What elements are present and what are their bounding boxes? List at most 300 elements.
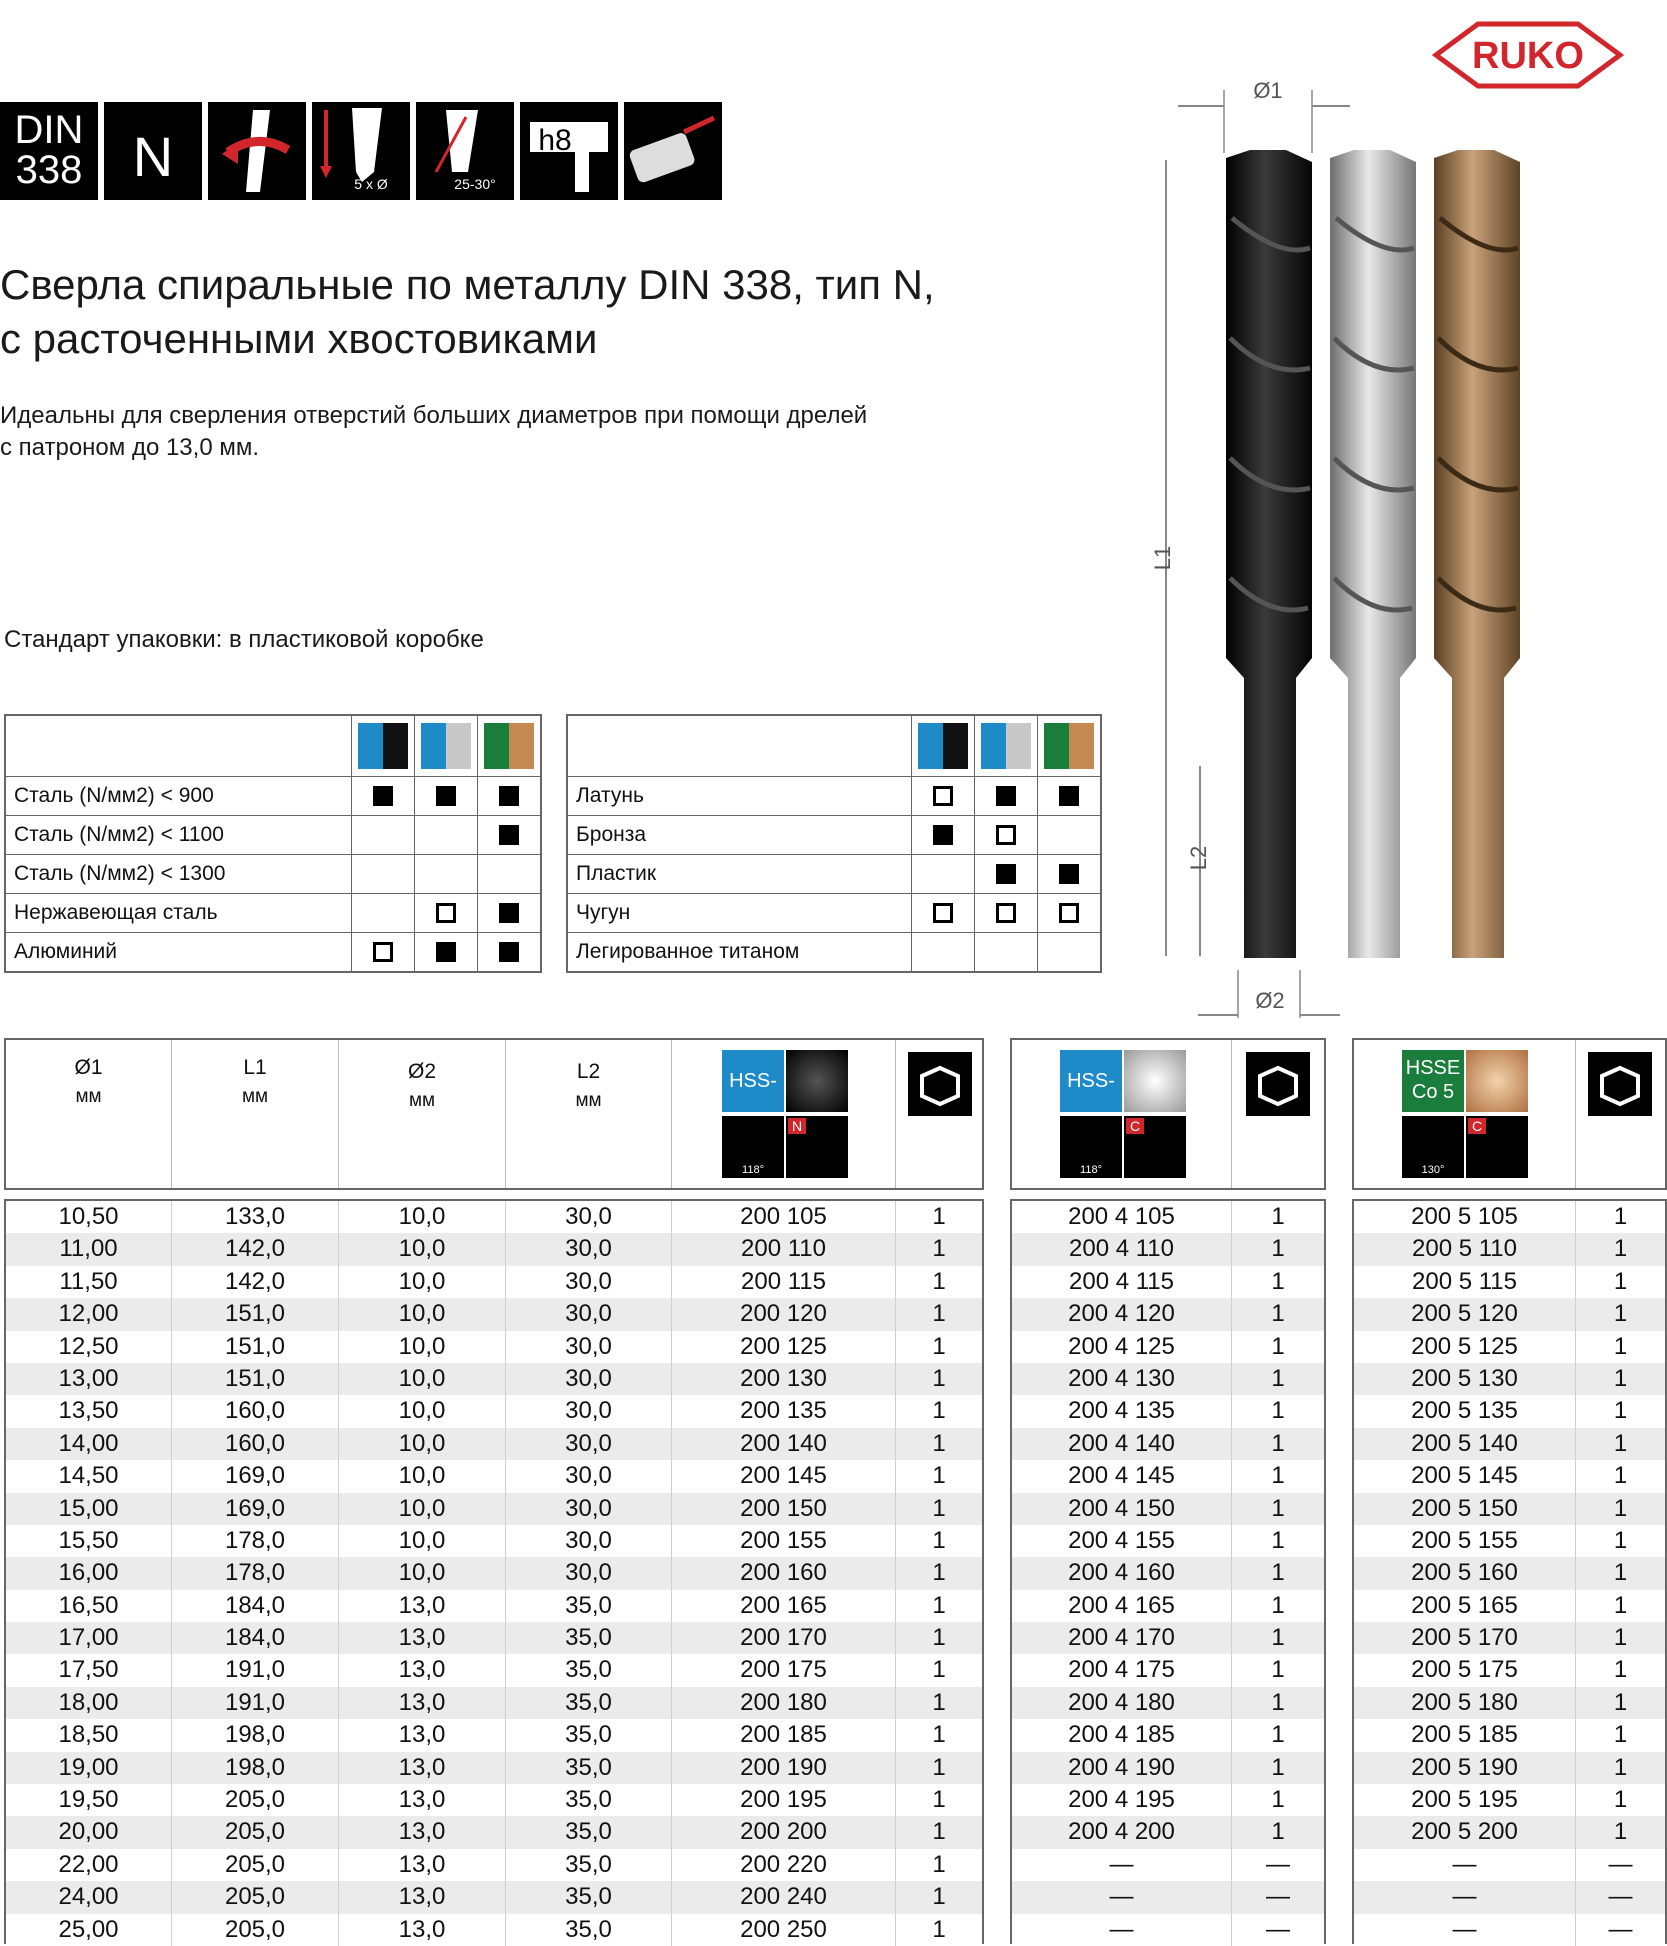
hss-r-cell: 24,00 <box>6 1881 172 1913</box>
suitable-mark <box>996 786 1016 806</box>
hss-r-cell: 1 <box>932 1332 946 1360</box>
hss-g-row <box>1012 1849 1324 1881</box>
hsse-cell: 1 <box>1613 1591 1628 1619</box>
hss-g-cell: 1 <box>1271 1753 1285 1781</box>
suitable-mark <box>436 942 456 962</box>
hss-g-row <box>1012 1363 1324 1395</box>
suitable-mark <box>499 786 519 806</box>
hss-r-cell: 133,0 <box>172 1201 339 1233</box>
hss-r-cell: 200 185 <box>672 1719 896 1751</box>
hss-r-row <box>6 1816 982 1848</box>
material-label: Латунь <box>567 777 912 816</box>
hsse-swatch <box>1044 723 1094 769</box>
d2-label: Ø2 <box>1255 988 1285 1013</box>
hss-r-cell: 184,0 <box>172 1590 339 1622</box>
conditional-mark <box>373 942 393 962</box>
material-label: Легированное титаном <box>567 933 912 973</box>
material-row <box>5 894 541 933</box>
materials-table-left <box>4 714 542 973</box>
hss-r-cell: 200 110 <box>672 1233 896 1265</box>
col-hsse-header <box>1354 1040 1576 1188</box>
suitable-mark <box>436 786 456 806</box>
hss-g-row <box>1012 1266 1324 1298</box>
hsse-cell: 1 <box>1613 1656 1628 1684</box>
hss-r-row <box>6 1914 982 1946</box>
material-label: Сталь (N/мм2) < 900 <box>5 777 352 816</box>
hss-r-cell: 12,50 <box>6 1331 172 1363</box>
hss-r-cell: 1 <box>932 1688 946 1716</box>
hss-r-cell: 200 220 <box>672 1849 896 1881</box>
description-line-2: с патроном до 13,0 мм. <box>0 434 260 461</box>
hss-r-cell: 13,0 <box>339 1752 506 1784</box>
hss-r-cell: 200 250 <box>672 1914 896 1946</box>
hsse-cell: 1 <box>1613 1624 1628 1652</box>
hss-r-cell: 200 150 <box>672 1493 896 1525</box>
hss-g-cell: — <box>1266 1915 1290 1943</box>
hss-r-badge: HSS- <box>722 1050 784 1112</box>
hss-r-row <box>6 1849 982 1881</box>
hss-g-cell: 1 <box>1271 1300 1285 1328</box>
hsse-row <box>1354 1590 1665 1622</box>
hsse-cell: 200 5 170 <box>1354 1622 1576 1654</box>
hss-g-row <box>1012 1428 1324 1460</box>
hss-r-cell: 13,0 <box>339 1881 506 1913</box>
hss-r-cell: 178,0 <box>172 1557 339 1589</box>
hss-r-cell: 205,0 <box>172 1881 339 1913</box>
hss-r-cell: 1 <box>932 1818 946 1846</box>
hss-r-cell: 200 135 <box>672 1395 896 1427</box>
hsse-cell: 200 5 140 <box>1354 1428 1576 1460</box>
hss-g-cell: 1 <box>1271 1559 1285 1587</box>
hss-r-cell: 200 105 <box>672 1201 896 1233</box>
conditional-mark <box>996 903 1016 923</box>
suitable-mark <box>499 825 519 845</box>
hsse-cell: 200 5 130 <box>1354 1363 1576 1395</box>
hss-r-row <box>6 1493 982 1525</box>
hss-r-cell: 16,50 <box>6 1590 172 1622</box>
hss-r-cell: 10,0 <box>339 1525 506 1557</box>
hsse-cell: 200 5 185 <box>1354 1719 1576 1751</box>
hss-r-cell: 19,00 <box>6 1752 172 1784</box>
hss-g-cell: 200 4 140 <box>1012 1428 1232 1460</box>
hss-r-cell: 200 165 <box>672 1590 896 1622</box>
hss-g-cell: 200 4 115 <box>1012 1266 1232 1298</box>
hss-r-cell: 200 115 <box>672 1266 896 1298</box>
hss-r-cell: 10,0 <box>339 1428 506 1460</box>
hss-r-row <box>6 1784 982 1816</box>
hsse-row <box>1354 1331 1665 1363</box>
hss-r-cell: 1 <box>932 1267 946 1295</box>
hsse-row <box>1354 1622 1665 1654</box>
hss-r-cell: 35,0 <box>506 1849 672 1881</box>
hss-r-row <box>6 1201 982 1233</box>
hss-g-cell: 1 <box>1271 1591 1285 1619</box>
hsse-cell: 200 5 110 <box>1354 1233 1576 1265</box>
hss-g-cell: — <box>1012 1914 1232 1946</box>
title-line-2: с расточенными хвостовиками <box>0 315 598 362</box>
hss-r-cell: 30,0 <box>506 1363 672 1395</box>
hss-r-cell: 200 180 <box>672 1687 896 1719</box>
hsse-cell: — <box>1608 1850 1633 1878</box>
hss-r-cell: 200 195 <box>672 1784 896 1816</box>
hss-r-cell: 13,0 <box>339 1784 506 1816</box>
hss-g-cell: 200 4 110 <box>1012 1233 1232 1265</box>
hss-r-cell: 10,0 <box>339 1233 506 1265</box>
hsse-row <box>1354 1849 1665 1881</box>
hss-r-cell: 18,50 <box>6 1719 172 1751</box>
page-title <box>0 258 935 366</box>
hss-r-cell: 10,0 <box>339 1493 506 1525</box>
hsse-cell: 1 <box>1613 1364 1628 1392</box>
material-row <box>5 855 541 894</box>
hss-r-cell: 151,0 <box>172 1298 339 1330</box>
hss-g-cell: 200 4 185 <box>1012 1719 1232 1751</box>
hss-g-row <box>1012 1622 1324 1654</box>
din-badge-text: DIN 338 <box>14 108 84 192</box>
hsse-cell: 200 5 150 <box>1354 1493 1576 1525</box>
hsse-row <box>1354 1719 1665 1751</box>
hss-r-cell: 35,0 <box>506 1914 672 1946</box>
hss-r-cell: 13,0 <box>339 1816 506 1848</box>
hss-g-row <box>1012 1395 1324 1427</box>
hss-r-cell: 35,0 <box>506 1784 672 1816</box>
hss-r-cell: 30,0 <box>506 1460 672 1492</box>
col-hss-g-header <box>1012 1040 1232 1188</box>
hss-r-cell: 205,0 <box>172 1784 339 1816</box>
hss-g-cell: 200 4 150 <box>1012 1493 1232 1525</box>
hsse-cell: 1 <box>1613 1818 1628 1846</box>
hss-r-cell: 30,0 <box>506 1428 672 1460</box>
hss-g-row <box>1012 1331 1324 1363</box>
material-row <box>567 894 1101 933</box>
angle-text: 25-30° <box>454 176 496 192</box>
hsse-cell: 1 <box>1613 1267 1628 1295</box>
hss-r-cell: 169,0 <box>172 1493 339 1525</box>
hss-r-cell: 200 240 <box>672 1881 896 1913</box>
hsse-row <box>1354 1395 1665 1427</box>
hss-r-cell: 1 <box>932 1915 946 1943</box>
material-row <box>5 777 541 816</box>
hss-r-cell: 20,00 <box>6 1816 172 1848</box>
depth-icon <box>312 102 410 200</box>
hss-r-row <box>6 1654 982 1686</box>
hss-g-cell: 1 <box>1271 1656 1285 1684</box>
hss-r-cell: 1 <box>932 1235 946 1263</box>
hss-r-cell: 184,0 <box>172 1622 339 1654</box>
hss-r-cell: 13,0 <box>339 1719 506 1751</box>
hss-r-cell: 1 <box>932 1624 946 1652</box>
hss-r-cell: 35,0 <box>506 1719 672 1751</box>
d1-label: Ø1 <box>1253 78 1283 103</box>
hss-r-cell: 10,0 <box>339 1395 506 1427</box>
hss-g-cell: 1 <box>1271 1688 1285 1716</box>
hss-r-row <box>6 1622 982 1654</box>
hss-r-cell: 19,50 <box>6 1784 172 1816</box>
hss-r-cell: 13,00 <box>6 1363 172 1395</box>
hsse-row <box>1354 1784 1665 1816</box>
hss-r-cell: 14,00 <box>6 1428 172 1460</box>
point-angle-icon: 118° <box>1060 1116 1122 1178</box>
svg-text:RUKO: RUKO <box>1472 35 1584 77</box>
hsse-cell: 1 <box>1613 1753 1628 1781</box>
hss-g-cell: 1 <box>1271 1624 1285 1652</box>
hss-g-row <box>1012 1590 1324 1622</box>
hsse-cell: 200 5 125 <box>1354 1331 1576 1363</box>
material-label: Пластик <box>567 855 912 894</box>
table-header-hss-g <box>1010 1038 1326 1190</box>
material-label: Сталь (N/мм2) < 1100 <box>5 816 352 855</box>
suitable-mark <box>499 903 519 923</box>
hss-r-cell: 1 <box>932 1753 946 1781</box>
hss-r-row <box>6 1460 982 1492</box>
hss-g-cell: 1 <box>1271 1235 1285 1263</box>
type-c-icon: C <box>1124 1116 1186 1178</box>
hss-r-cell: 25,00 <box>6 1914 172 1946</box>
hss-r-cell: 13,0 <box>339 1622 506 1654</box>
hsse-row <box>1354 1752 1665 1784</box>
hss-r-cell: 205,0 <box>172 1849 339 1881</box>
hss-g-cell: 1 <box>1271 1364 1285 1392</box>
hsse-cell: 1 <box>1613 1203 1628 1230</box>
hss-r-cell: 35,0 <box>506 1654 672 1686</box>
hsse-row <box>1354 1654 1665 1686</box>
hss-g-cell: 200 4 165 <box>1012 1590 1232 1622</box>
hss-g-row <box>1012 1719 1324 1751</box>
hss-r-row <box>6 1266 982 1298</box>
hss-g-cell: 1 <box>1271 1429 1285 1457</box>
hsse-cell: 1 <box>1613 1235 1628 1263</box>
hss-r-row <box>6 1687 982 1719</box>
hss-r-cell: 160,0 <box>172 1428 339 1460</box>
table-body-hss-g <box>1010 1199 1326 1944</box>
hss-r-swatch <box>918 723 968 769</box>
hss-g-cell: 200 4 200 <box>1012 1816 1232 1848</box>
hss-r-row <box>6 1525 982 1557</box>
hss-r-cell: 30,0 <box>506 1266 672 1298</box>
type-n-icon: N <box>786 1116 848 1178</box>
hss-r-cell: 1 <box>932 1721 946 1749</box>
hsse-cell: 200 5 115 <box>1354 1266 1576 1298</box>
hsse-cell: 200 5 145 <box>1354 1460 1576 1492</box>
material-label: Нержавеющая сталь <box>5 894 352 933</box>
hss-r-cell: 205,0 <box>172 1816 339 1848</box>
hss-g-swatch <box>421 723 471 769</box>
hss-r-cell: 10,0 <box>339 1266 506 1298</box>
hss-r-cell: 1 <box>932 1364 946 1392</box>
hss-r-cell: 18,00 <box>6 1687 172 1719</box>
hsse-cell: — <box>1354 1881 1576 1913</box>
hss-g-row <box>1012 1460 1324 1492</box>
silver-drill <box>1330 150 1416 958</box>
depth-text: 5 x Ø <box>354 176 388 192</box>
hsse-cell: 200 5 195 <box>1354 1784 1576 1816</box>
material-row <box>567 933 1101 973</box>
hss-r-cell: 30,0 <box>506 1298 672 1330</box>
hss-r-cell: 200 175 <box>672 1654 896 1686</box>
hss-g-cell: 1 <box>1271 1203 1285 1230</box>
packaging-note: Стандарт упаковки: в пластиковой коробке <box>4 626 484 653</box>
hss-r-cell: 30,0 <box>506 1201 672 1233</box>
suitable-mark <box>373 786 393 806</box>
hss-r-cell: 200 160 <box>672 1557 896 1589</box>
hss-r-cell: 13,50 <box>6 1395 172 1427</box>
hss-r-cell: 1 <box>932 1850 946 1878</box>
hss-r-cell: 13,0 <box>339 1654 506 1686</box>
hsse-cell: 1 <box>1613 1526 1628 1554</box>
material-label: Бронза <box>567 816 912 855</box>
hss-r-cell: 200 125 <box>672 1331 896 1363</box>
hss-r-cell: 11,00 <box>6 1233 172 1265</box>
copper-finish-swatch <box>1466 1050 1528 1112</box>
hss-g-cell: 200 4 155 <box>1012 1525 1232 1557</box>
hsse-cell: 200 5 160 <box>1354 1557 1576 1589</box>
hss-r-cell: 30,0 <box>506 1493 672 1525</box>
hss-r-cell: 151,0 <box>172 1331 339 1363</box>
hss-r-cell: 200 120 <box>672 1298 896 1330</box>
hsse-row <box>1354 1428 1665 1460</box>
hss-r-cell: 151,0 <box>172 1363 339 1395</box>
point-angle-icon: 130° <box>1402 1116 1464 1178</box>
hss-r-cell: 30,0 <box>506 1395 672 1427</box>
material-label: Чугун <box>567 894 912 933</box>
tolerance-text: h8 <box>538 124 572 157</box>
hss-r-cell: 30,0 <box>506 1233 672 1265</box>
suitable-mark <box>1059 786 1079 806</box>
hss-r-cell: 1 <box>932 1429 946 1457</box>
hss-r-cell: 142,0 <box>172 1266 339 1298</box>
hss-g-cell: — <box>1012 1849 1232 1881</box>
hss-r-cell: 1 <box>932 1494 946 1522</box>
hss-r-cell: 35,0 <box>506 1752 672 1784</box>
material-label: Алюминий <box>5 933 352 973</box>
hss-r-row <box>6 1395 982 1427</box>
description-line-1: Идеальны для сверления отверстий больших диаметров при помощи дрелей <box>0 402 868 429</box>
hsse-cell: 1 <box>1613 1786 1628 1814</box>
hsse-cell: — <box>1608 1883 1633 1911</box>
col-pack-header <box>896 1040 982 1188</box>
black-drill <box>1226 150 1312 958</box>
hss-r-cell: 10,50 <box>6 1201 172 1233</box>
hss-g-row <box>1012 1493 1324 1525</box>
hss-r-cell: 10,0 <box>339 1460 506 1492</box>
hsse-row <box>1354 1687 1665 1719</box>
hss-g-row <box>1012 1914 1324 1946</box>
hss-r-cell: 1 <box>932 1300 946 1328</box>
hss-g-cell: 200 4 135 <box>1012 1395 1232 1427</box>
hss-g-cell: 200 4 105 <box>1012 1201 1232 1233</box>
hsse-row <box>1354 1201 1665 1233</box>
hss-r-cell: 1 <box>932 1203 946 1230</box>
hss-r-cell: 15,00 <box>6 1493 172 1525</box>
tolerance-icon <box>520 102 618 200</box>
hss-g-badge: HSS- <box>1060 1050 1122 1112</box>
hsse-cell: 200 5 175 <box>1354 1654 1576 1686</box>
hss-r-cell: 1 <box>932 1462 946 1490</box>
material-row <box>567 777 1101 816</box>
hss-r-cell: 142,0 <box>172 1233 339 1265</box>
hss-r-cell: 30,0 <box>506 1525 672 1557</box>
hsse-row <box>1354 1914 1665 1946</box>
hss-r-cell: 1 <box>932 1656 946 1684</box>
hss-g-cell: 200 4 120 <box>1012 1298 1232 1330</box>
drill-drawing <box>1140 78 1667 1038</box>
hss-g-row <box>1012 1784 1324 1816</box>
col-hss-r-header <box>672 1040 896 1188</box>
hss-r-row <box>6 1557 982 1589</box>
silver-finish-swatch <box>1124 1050 1186 1112</box>
hss-r-cell: 35,0 <box>506 1622 672 1654</box>
type-c-icon: C <box>1466 1116 1528 1178</box>
hss-g-row <box>1012 1525 1324 1557</box>
hss-g-cell: 1 <box>1271 1397 1285 1425</box>
hss-r-cell: 10,0 <box>339 1201 506 1233</box>
shank-icon <box>624 102 722 200</box>
hss-r-cell: 1 <box>932 1526 946 1554</box>
hsse-row <box>1354 1298 1665 1330</box>
hss-g-cell: 200 4 195 <box>1012 1784 1232 1816</box>
hss-g-cell: — <box>1266 1850 1290 1878</box>
hss-r-row <box>6 1881 982 1913</box>
hss-r-cell: 200 190 <box>672 1752 896 1784</box>
hss-r-cell: 191,0 <box>172 1654 339 1686</box>
hss-r-cell: 1 <box>932 1591 946 1619</box>
conditional-mark <box>933 786 953 806</box>
hss-r-row <box>6 1752 982 1784</box>
hss-g-cell: 1 <box>1271 1267 1285 1295</box>
hsse-row <box>1354 1525 1665 1557</box>
hsse-cell: 1 <box>1613 1462 1628 1490</box>
col-l2-header: L2 мм <box>506 1040 672 1188</box>
hss-r-cell: 13,0 <box>339 1849 506 1881</box>
hss-g-swatch <box>981 723 1031 769</box>
hss-g-row <box>1012 1881 1324 1913</box>
hss-g-cell: 200 4 175 <box>1012 1654 1232 1686</box>
hsse-row <box>1354 1266 1665 1298</box>
hss-r-row <box>6 1363 982 1395</box>
hss-r-cell: 13,0 <box>339 1687 506 1719</box>
table-header-hsse <box>1352 1038 1667 1190</box>
hss-g-row <box>1012 1654 1324 1686</box>
hss-r-cell: 14,50 <box>6 1460 172 1492</box>
black-finish-swatch <box>786 1050 848 1112</box>
hss-r-cell: 200 140 <box>672 1428 896 1460</box>
hss-r-cell: 200 200 <box>672 1816 896 1848</box>
din-badge <box>0 102 98 200</box>
hss-r-cell: 191,0 <box>172 1687 339 1719</box>
hsse-cell: — <box>1608 1915 1633 1943</box>
table-body-hss-r <box>4 1199 984 1944</box>
material-row <box>567 855 1101 894</box>
hss-r-cell: 17,50 <box>6 1654 172 1686</box>
hss-r-row <box>6 1233 982 1265</box>
hsse-row <box>1354 1493 1665 1525</box>
hsse-badge: HSSE Co 5 <box>1402 1050 1464 1112</box>
material-row <box>5 933 541 973</box>
hss-g-row <box>1012 1233 1324 1265</box>
hss-r-cell: 1 <box>932 1559 946 1587</box>
material-label: Сталь (N/мм2) < 1300 <box>5 855 352 894</box>
hss-g-cell: 1 <box>1271 1462 1285 1490</box>
hss-r-cell: 200 145 <box>672 1460 896 1492</box>
hss-g-row <box>1012 1298 1324 1330</box>
conditional-mark <box>436 903 456 923</box>
type-n-text: N <box>132 125 174 188</box>
hss-r-cell: 10,0 <box>339 1331 506 1363</box>
hss-r-cell: 35,0 <box>506 1687 672 1719</box>
hsse-swatch <box>484 723 534 769</box>
hsse-cell: — <box>1354 1914 1576 1946</box>
l1-label: L1 <box>1150 545 1175 571</box>
